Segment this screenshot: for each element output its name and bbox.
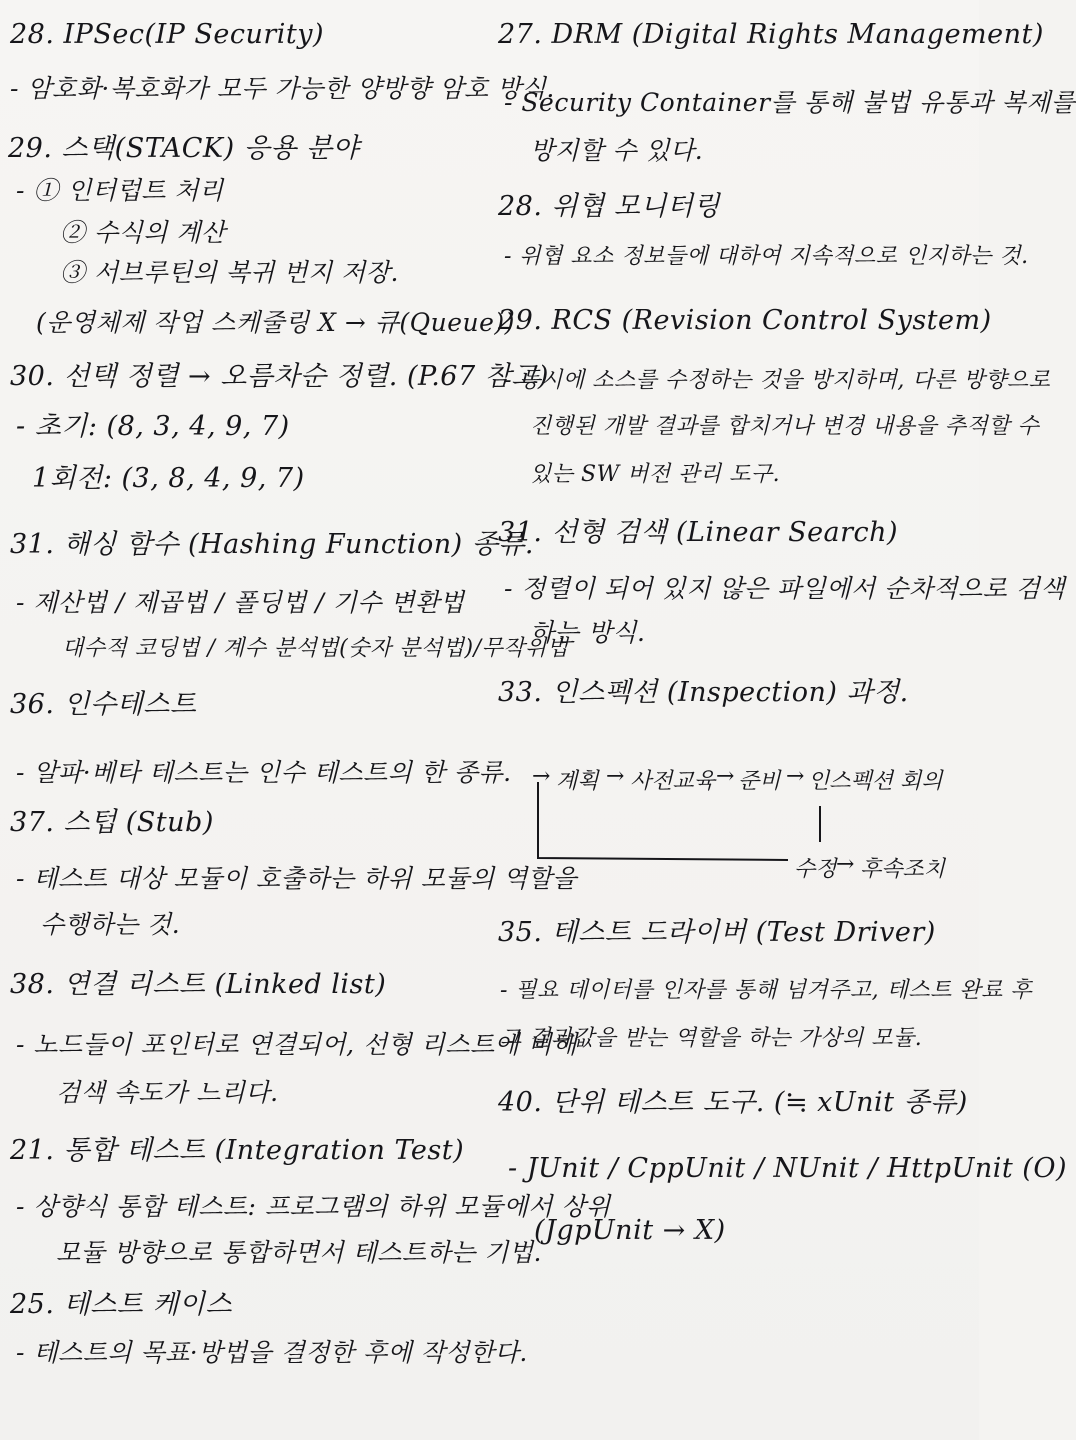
item-31-list-1: - 제산법 / 제곱법 / 폴딩법 / 기수 변환법 (16, 588, 465, 617)
item-33-title: 33. 인스펙션 (Inspection) 과정. (498, 677, 909, 708)
item-29b-desc-cont-1: 진행된 개발 결과를 합치거나 변경 내용을 추적할 수 (530, 414, 1040, 439)
item-27-title: 27. DRM (Digital Rights Management) (498, 19, 1044, 50)
item-29-point-1: - ① 인터럽트 처리 (16, 176, 224, 205)
item-27-desc-cont: 방지할 수 있다. (530, 136, 704, 165)
item-31b-desc: - 정렬이 되어 있지 않은 파일에서 순차적으로 검색 (504, 574, 1066, 603)
item-40-tools: - JUnit / CppUnit / NUnit / HttpUnit (O) (508, 1153, 1067, 1184)
item-37-desc-cont: 수행하는 것. (40, 910, 181, 939)
item-36-desc: - 알파·베타 테스트는 인수 테스트의 한 종류. (16, 758, 512, 787)
item-28b-desc: - 위협 요소 정보들에 대하여 지속적으로 인지하는 것. (504, 244, 1029, 269)
item-29-title: 29. 스택(STACK) 응용 분야 (8, 133, 360, 164)
item-21-title: 21. 통합 테스트 (Integration Test) (10, 1135, 465, 1166)
item-35-title: 35. 테스트 드라이버 (Test Driver) (498, 917, 936, 948)
flow-arrow-3: → (786, 764, 805, 789)
flow-arrow-start: → (532, 764, 551, 789)
item-31b-title: 31. 선형 검색 (Linear Search) (498, 517, 899, 548)
item-31-list-2: 대수적 코딩법 / 계수 분석법(숫자 분석법)/무작위법 (62, 636, 569, 661)
item-38-title: 38. 연결 리스트 (Linked list) (10, 969, 387, 1000)
flow-step-plan: 계획 (556, 769, 599, 794)
item-28-desc: - 암호화·복호화가 모두 가능한 양방향 암호 방식. (10, 74, 555, 103)
item-29b-desc-cont-2: 있는 SW 버전 관리 도구. (530, 462, 781, 487)
item-36-title: 36. 인수테스트 (10, 689, 197, 720)
item-29b-title: 29. RCS (Revision Control System) (498, 305, 992, 336)
flow-step-prep: 준비 (738, 769, 781, 794)
item-38-desc-cont: 검색 속도가 느리다. (56, 1078, 279, 1107)
item-31b-desc-cont: 하는 방식. (530, 618, 646, 647)
item-21-desc: - 상향식 통합 테스트: 프로그램의 하위 모듈에서 상위 (16, 1192, 611, 1221)
item-28b-title: 28. 위협 모니터링 (498, 191, 721, 222)
item-21-desc-cont: 모듈 방향으로 통합하면서 테스트하는 기법. (56, 1238, 542, 1267)
flow-arrow-2: → (716, 764, 735, 789)
item-29-point-2: ② 수식의 계산 (60, 218, 226, 247)
item-30-title: 30. 선택 정렬 → 오름차순 정렬. (P.67 참고) (10, 361, 549, 392)
item-40-title: 40. 단위 테스트 도구. (≒ xUnit 종류) (498, 1087, 968, 1118)
item-28-title: 28. IPSec(IP Security) (10, 19, 325, 50)
item-37-desc: - 테스트 대상 모듈이 호출하는 하위 모듈의 역할을 (16, 864, 578, 893)
item-37-title: 37. 스텁 (Stub) (10, 807, 214, 838)
flow-step-overview: 사전교육 (630, 769, 716, 794)
item-40-note: (JgpUnit → X) (534, 1215, 726, 1246)
item-35-desc: - 필요 데이터를 인자를 통해 넘겨주고, 테스트 완료 후 (500, 978, 1033, 1003)
item-30-pass-1: 1회전: (3, 8, 4, 9, 7) (32, 463, 305, 494)
item-29-note: (운영체제 작업 스케줄링 X → 큐(Queue)) (36, 308, 515, 337)
item-35-desc-cont: 그 결과값을 받는 역할을 하는 가상의 모듈. (500, 1026, 923, 1051)
item-25-desc: - 테스트의 목표·방법을 결정한 후에 작성한다. (16, 1338, 528, 1367)
flow-step-fix: 수정 (794, 857, 837, 882)
item-30-initial: - 초기: (8, 3, 4, 9, 7) (16, 411, 290, 442)
item-31-title: 31. 해싱 함수 (Hashing Function) 종류. (10, 529, 534, 560)
flow-step-meeting: 인스펙션 회의 (808, 769, 943, 794)
item-29b-desc: - 동시에 소스를 수정하는 것을 방지하며, 다른 방향으로 (504, 368, 1051, 393)
flow-arrow-1: → (606, 764, 625, 789)
flow-arrow-4: → (836, 852, 855, 877)
item-38-desc: - 노드들이 포인터로 연결되어, 선형 리스트에 비해 (16, 1030, 578, 1059)
item-27-desc: - Security Container를 통해 불법 유통과 복제를 (504, 88, 1076, 117)
item-25-title: 25. 테스트 케이스 (10, 1289, 233, 1320)
flow-step-followup: 후속조치 (860, 857, 946, 882)
item-29-point-3: ③ 서브루틴의 복귀 번지 저장. (60, 258, 399, 287)
